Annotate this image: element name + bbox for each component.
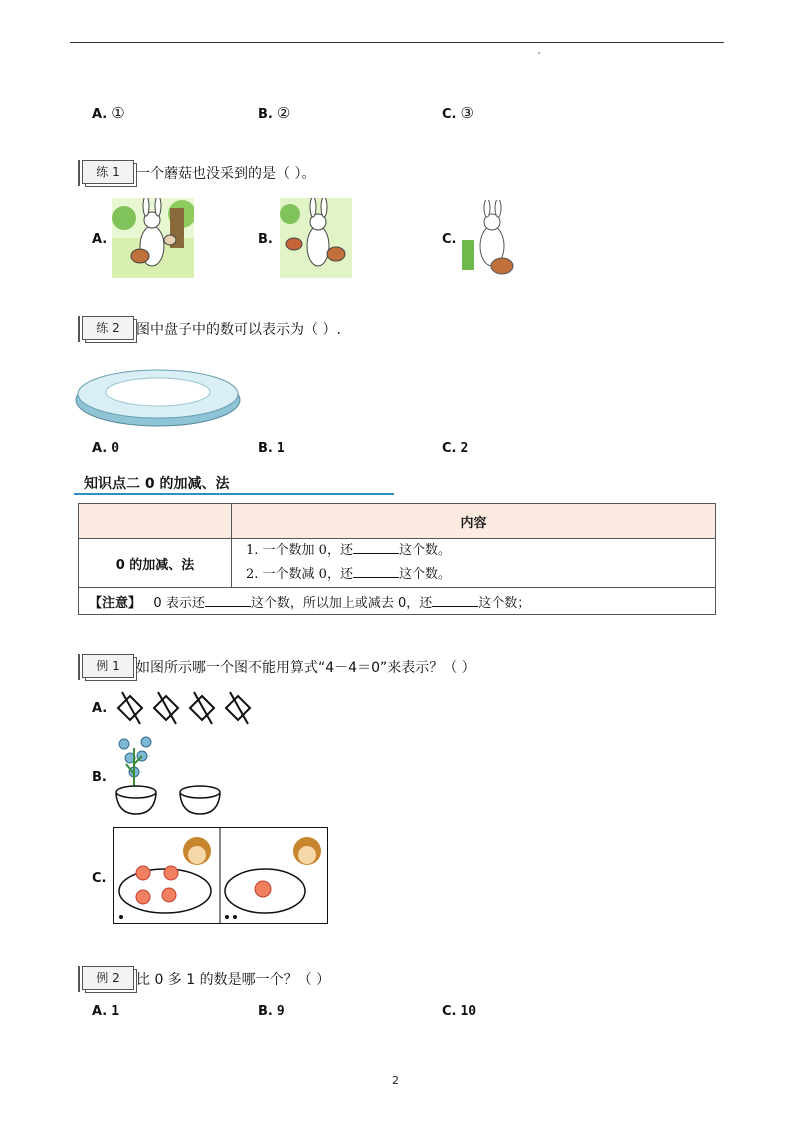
header-rule <box>70 42 724 43</box>
example-text-1: 如图所示哪一个图不能用算式“4－4＝0”来表示？（ ） <box>136 660 476 676</box>
q1-option-c[interactable]: C. <box>442 232 457 247</box>
ex2-option-a[interactable]: A. 1 <box>92 1004 120 1019</box>
fill-blank[interactable] <box>353 565 399 578</box>
question-text-1: 一个蘑菇也没采到的是（ ）。 <box>136 166 316 182</box>
top-option-a[interactable]: A. ① <box>92 104 125 122</box>
example-tag-1: 例 1 <box>82 654 134 678</box>
rabbit-image-c <box>462 200 524 280</box>
rabbit-image-b <box>280 198 352 278</box>
ex1-option-b[interactable]: B. <box>92 770 107 785</box>
rabbit-image-a <box>112 198 194 278</box>
q2-option-b[interactable]: B. 1 <box>258 441 285 456</box>
q1-option-a[interactable]: A. <box>92 232 108 247</box>
fill-blank[interactable] <box>353 541 399 554</box>
table-note: 【注意】 0 表示还 这个数，所以加上或减去 0，还 这个数； <box>79 588 716 615</box>
example-text-2: 比 0 多 1 的数是哪一个？（ ） <box>136 972 331 988</box>
question-text-2: 图中盘子中的数可以表示为（ ）. <box>136 322 341 338</box>
section-title: 知识点二 0 的加减、法 <box>84 476 230 492</box>
header-dot <box>538 52 540 54</box>
knowledge-table <box>78 503 716 615</box>
ex1-option-a[interactable]: A. <box>92 701 108 716</box>
table-header-empty <box>79 504 232 539</box>
example-tag-2: 例 2 <box>82 966 134 990</box>
table-row-content <box>232 539 716 588</box>
top-option-b[interactable]: B. ② <box>258 104 291 122</box>
q2-option-a[interactable]: A. 0 <box>92 441 120 456</box>
exercise-tag-1: 练 1 <box>82 160 134 184</box>
ex2-option-b[interactable]: B. 9 <box>258 1004 285 1019</box>
top-option-c[interactable]: C. ③ <box>442 104 474 122</box>
rule-line-2: 2. 一个数减 0，还 这个数。 <box>246 567 451 582</box>
crossed-diamonds-image <box>114 690 260 726</box>
ex1-option-c[interactable]: C. <box>92 871 107 886</box>
empty-plate-image <box>74 364 242 428</box>
exercise-tag-2: 练 2 <box>82 316 134 340</box>
table-row-label: 0 的加减、法 <box>79 539 232 588</box>
table-header-content: 内容 <box>232 504 716 539</box>
ex2-option-c[interactable]: C. 10 <box>442 1004 477 1019</box>
monkey-peaches-image <box>113 827 328 924</box>
rule-line-1: 1. 一个数加 0，还 这个数。 <box>246 543 451 558</box>
q1-option-b[interactable]: B. <box>258 232 273 247</box>
section-underline <box>74 493 394 495</box>
q2-option-c[interactable]: C. 2 <box>442 441 469 456</box>
fill-blank[interactable] <box>205 594 251 607</box>
fill-blank[interactable] <box>432 594 478 607</box>
flower-pots-image <box>112 734 226 816</box>
page-number: 2 <box>392 1074 399 1087</box>
